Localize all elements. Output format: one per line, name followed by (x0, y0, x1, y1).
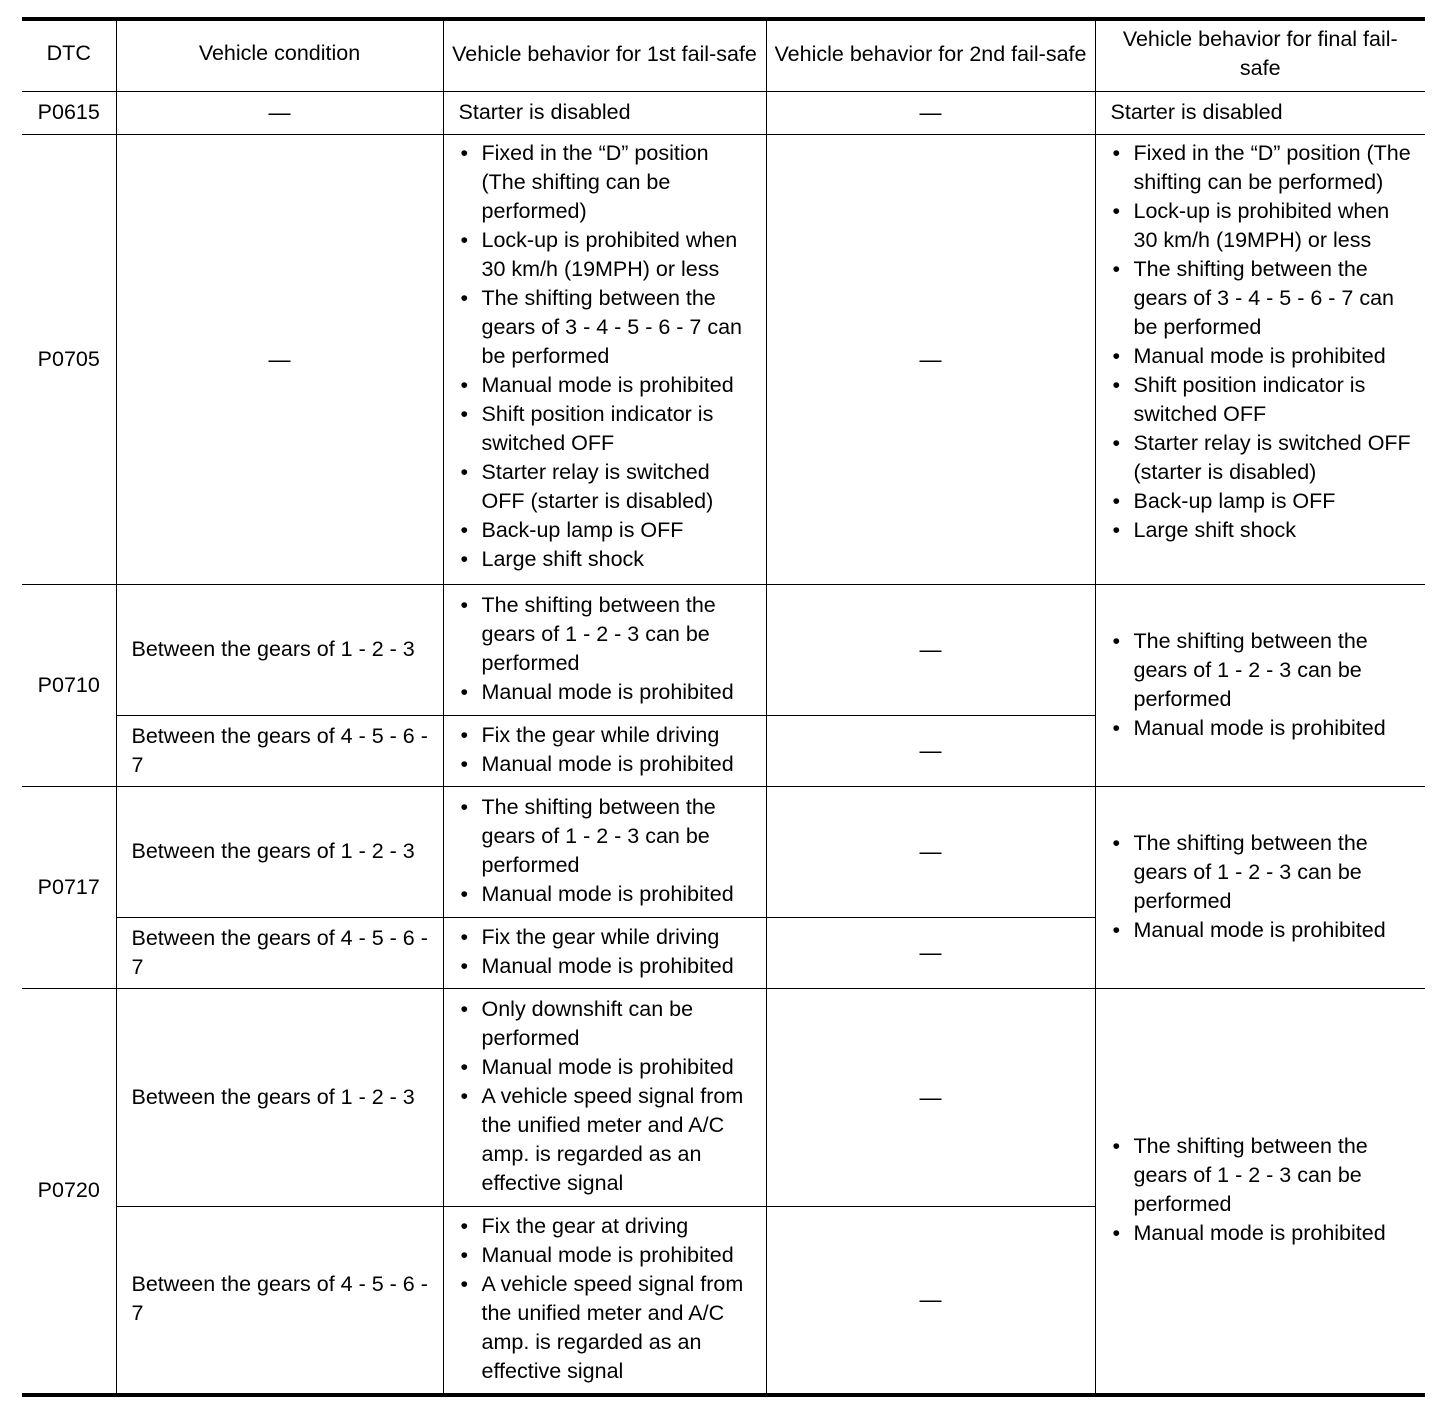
header-first-fail-safe: Vehicle behavior for 1st fail-safe (443, 19, 766, 92)
bullet-item: • The shifting between the gears of 3 - 4 - 5 - 6 - 7 can be performed (1110, 255, 1418, 342)
bullet-item: • Shift position indicator is switched OFF (1110, 371, 1418, 429)
first-fail-safe-behavior (443, 787, 766, 918)
first-fail-safe-behavior (443, 135, 766, 585)
bullet-item: • Manual mode is prohibited (1110, 714, 1418, 743)
table-row-p0615 (22, 92, 1425, 135)
bullet-item: • Lock-up is prohibited when 30 km/h (19MPH) or less (458, 226, 758, 284)
bullet-item: • Manual mode is prohibited (1110, 1219, 1418, 1248)
behavior-list (458, 995, 758, 1198)
dtc-code: P0717 (22, 787, 116, 989)
vehicle-condition: Between the gears of 1 - 2 - 3 (116, 787, 443, 918)
bullet-item: • Fix the gear at driving (458, 1212, 758, 1241)
bullet-item: • Shift position indicator is switched OFF (458, 400, 758, 458)
final-fail-safe-behavior (1095, 787, 1425, 989)
first-fail-safe-behavior (443, 1207, 766, 1395)
second-fail-safe-behavior: — (766, 716, 1095, 787)
second-fail-safe-behavior: — (766, 1207, 1095, 1395)
behavior-list (458, 139, 758, 574)
bullet-item: • Back-up lamp is OFF (1110, 487, 1418, 516)
vehicle-condition: — (116, 135, 443, 585)
behavior-list (458, 1212, 758, 1386)
first-fail-safe-behavior: Starter is disabled (443, 92, 766, 135)
bullet-item: • Starter relay is switched OFF (starter is disabled) (458, 458, 758, 516)
table-row-p0705 (22, 135, 1425, 585)
behavior-list (458, 721, 758, 779)
bullet-item: • Manual mode is prohibited (1110, 916, 1418, 945)
bullet-item: • Manual mode is prohibited (458, 1241, 758, 1270)
behavior-list (458, 793, 758, 909)
bullet-item: • Fixed in the “D” position (The shifting can be performed) (458, 139, 758, 226)
bullet-item: • The shifting between the gears of 1 - 2 - 3 can be performed (1110, 1132, 1418, 1219)
fail-safe-table (22, 17, 1425, 1397)
bullet-item: • The shifting between the gears of 1 - 2 - 3 can be performed (458, 591, 758, 678)
bullet-item: • Manual mode is prohibited (1110, 342, 1418, 371)
final-fail-safe-behavior (1095, 135, 1425, 585)
header-final-fail-safe: Vehicle behavior for final fail-safe (1095, 19, 1425, 92)
bullet-item: • Large shift shock (1110, 516, 1418, 545)
final-fail-safe-behavior (1095, 989, 1425, 1395)
bullet-item: • A vehicle speed signal from the unified meter and A/C amp. is regarded as an effective signal (458, 1270, 758, 1386)
bullet-item: • A vehicle speed signal from the unified meter and A/C amp. is regarded as an effective signal (458, 1082, 758, 1198)
vehicle-condition: Between the gears of 4 - 5 - 6 - 7 (116, 918, 443, 989)
second-fail-safe-behavior: — (766, 989, 1095, 1207)
bullet-item: • Only downshift can be performed (458, 995, 758, 1053)
vehicle-condition: Between the gears of 4 - 5 - 6 - 7 (116, 1207, 443, 1395)
second-fail-safe-behavior: — (766, 92, 1095, 135)
dtc-code: P0705 (22, 135, 116, 585)
bullet-item: • Manual mode is prohibited (458, 371, 758, 400)
final-fail-safe-behavior (1095, 585, 1425, 787)
behavior-list (458, 591, 758, 707)
first-fail-safe-behavior (443, 918, 766, 989)
bullet-item: • The shifting between the gears of 3 - 4 - 5 - 6 - 7 can be performed (458, 284, 758, 371)
final-fail-safe-behavior: Starter is disabled (1095, 92, 1425, 135)
header-vehicle-condition: Vehicle condition (116, 19, 443, 92)
bullet-item: • Large shift shock (458, 545, 758, 574)
table-row-p0710-a (22, 585, 1425, 716)
bullet-item: • Lock-up is prohibited when 30 km/h (19MPH) or less (1110, 197, 1418, 255)
first-fail-safe-behavior (443, 716, 766, 787)
vehicle-condition: Between the gears of 4 - 5 - 6 - 7 (116, 716, 443, 787)
behavior-list (1110, 139, 1418, 545)
second-fail-safe-behavior: — (766, 585, 1095, 716)
dtc-code: P0710 (22, 585, 116, 787)
vehicle-condition: Between the gears of 1 - 2 - 3 (116, 989, 443, 1207)
bullet-item: • Manual mode is prohibited (458, 880, 758, 909)
bullet-item: • Back-up lamp is OFF (458, 516, 758, 545)
header-dtc: DTC (22, 19, 116, 92)
first-fail-safe-behavior (443, 585, 766, 716)
dtc-code: P0720 (22, 989, 116, 1395)
fail-safe-table-page (22, 17, 1425, 1397)
bullet-item: • Fixed in the “D” position (The shifting can be performed) (1110, 139, 1418, 197)
bullet-item: • The shifting between the gears of 1 - 2 - 3 can be performed (1110, 627, 1418, 714)
bullet-item: • Starter relay is switched OFF (starter is disabled) (1110, 429, 1418, 487)
second-fail-safe-behavior: — (766, 135, 1095, 585)
bullet-item: • Manual mode is prohibited (458, 678, 758, 707)
bullet-item: • The shifting between the gears of 1 - 2 - 3 can be performed (1110, 829, 1418, 916)
bullet-item: • Fix the gear while driving (458, 923, 758, 952)
behavior-list (458, 923, 758, 981)
bullet-item: • Fix the gear while driving (458, 721, 758, 750)
bullet-item: • Manual mode is prohibited (458, 750, 758, 779)
dtc-code: P0615 (22, 92, 116, 135)
table-row-p0717-a (22, 787, 1425, 918)
second-fail-safe-behavior: — (766, 918, 1095, 989)
bullet-item: • Manual mode is prohibited (458, 952, 758, 981)
first-fail-safe-behavior (443, 989, 766, 1207)
behavior-list (1110, 829, 1418, 945)
behavior-list (1110, 627, 1418, 743)
bullet-item: • The shifting between the gears of 1 - 2 - 3 can be performed (458, 793, 758, 880)
second-fail-safe-behavior: — (766, 787, 1095, 918)
table-row-p0720-a (22, 989, 1425, 1207)
vehicle-condition: Between the gears of 1 - 2 - 3 (116, 585, 443, 716)
behavior-list (1110, 1132, 1418, 1248)
bullet-item: • Manual mode is prohibited (458, 1053, 758, 1082)
header-second-fail-safe: Vehicle behavior for 2nd fail-safe (766, 19, 1095, 92)
vehicle-condition: — (116, 92, 443, 135)
header-row (22, 19, 1425, 92)
